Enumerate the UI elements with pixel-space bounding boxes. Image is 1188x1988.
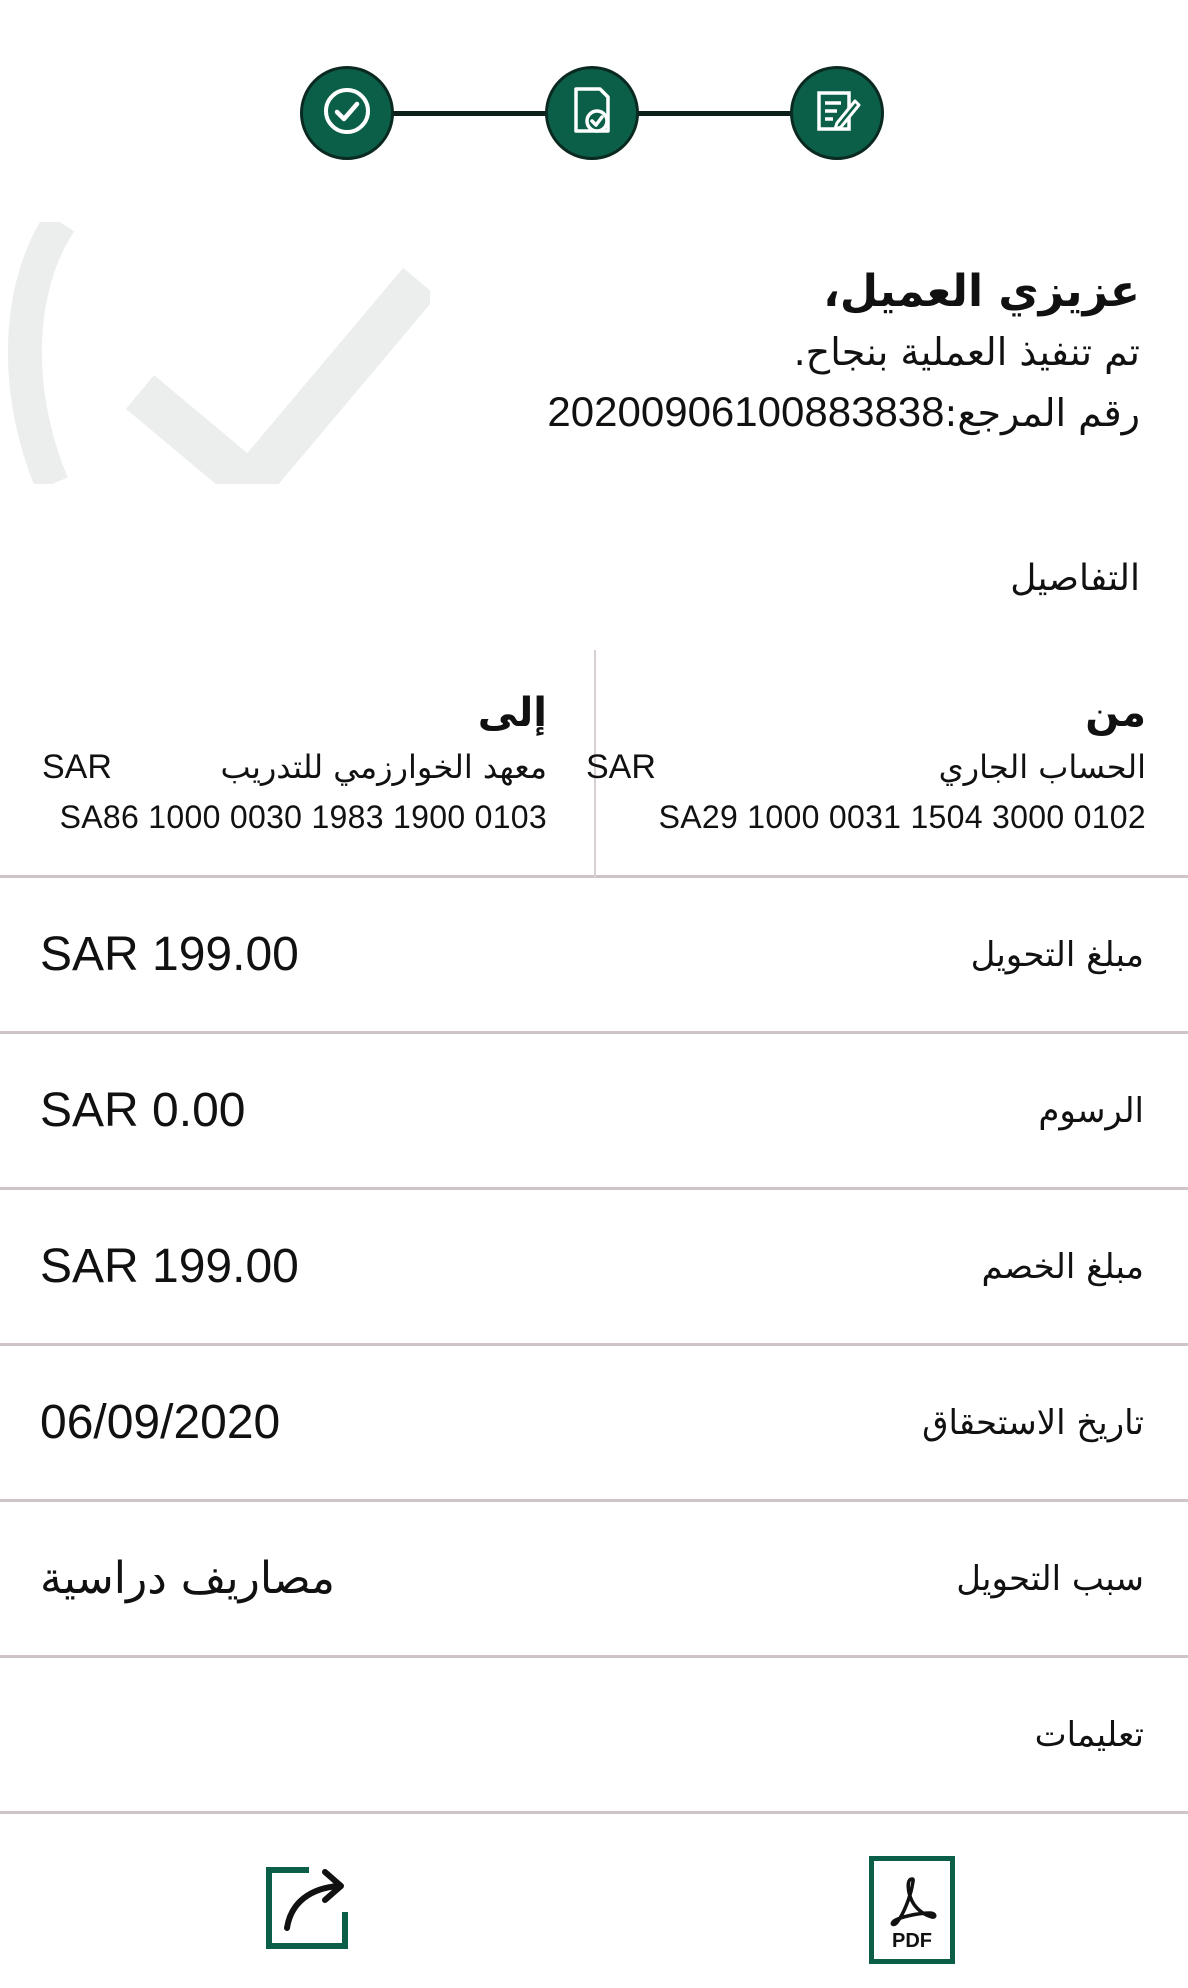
download-pdf-button[interactable] — [857, 1850, 967, 1970]
success-watermark-icon — [0, 222, 430, 484]
transfer-reason-label: سبب التحويل — [956, 1558, 1144, 1599]
reference-value: 20200906100883838 — [547, 388, 945, 435]
greeting-title: عزيزي العميل، — [823, 266, 1140, 317]
confirmation-message — [460, 262, 1140, 443]
to-account-row — [42, 742, 547, 792]
bottom-actions — [0, 1850, 1188, 1970]
edit-form-icon — [811, 85, 863, 141]
from-iban: SA29 1000 0031 1504 3000 0102 — [658, 799, 1146, 835]
debit-amount-row — [0, 1190, 1188, 1346]
debit-amount-value: SAR 199.00 — [40, 1240, 299, 1293]
from-account — [586, 684, 1146, 874]
fees-label: الرسوم — [1038, 1090, 1144, 1131]
share-icon — [261, 1860, 361, 1960]
from-account-name: الحساب الجاري — [938, 748, 1146, 786]
success-message: تم تنفيذ العملية بنجاح. — [793, 330, 1140, 374]
check-circle-icon — [321, 85, 373, 141]
acrobat-icon — [886, 1875, 938, 1927]
transfer-amount-value: SAR 199.00 — [40, 928, 299, 981]
reference-number — [460, 382, 1140, 443]
step-completed — [300, 66, 394, 160]
to-iban: SA86 1000 0030 1983 1900 0103 — [59, 799, 547, 835]
fees-value: SAR 0.00 — [40, 1084, 246, 1137]
due-date-value: 06/09/2020 — [40, 1396, 281, 1449]
transfer-reason-value: مصاريف دراسية — [40, 1553, 335, 1604]
pdf-label: PDF — [892, 1930, 932, 1952]
due-date-label: تاريخ الاستحقاق — [922, 1402, 1144, 1443]
transfer-amount-row — [0, 878, 1188, 1034]
document-check-icon — [566, 83, 618, 143]
accounts-section — [0, 650, 1188, 878]
progress-stepper — [300, 66, 884, 160]
to-account-name: معهد الخوارزمي للتدريب — [220, 748, 547, 786]
share-button[interactable] — [256, 1850, 366, 1970]
due-date-row — [0, 1346, 1188, 1502]
transfer-reason-row — [0, 1502, 1188, 1658]
to-account — [42, 684, 547, 874]
instructions-label: تعليمات — [1034, 1714, 1144, 1755]
debit-amount-label: مبلغ الخصم — [981, 1246, 1144, 1287]
transfer-details-list — [0, 878, 1188, 1814]
from-label: من — [1085, 690, 1146, 736]
to-label: إلى — [477, 690, 547, 736]
from-account-row — [586, 742, 1146, 792]
fees-row — [0, 1034, 1188, 1190]
to-currency: SAR — [42, 748, 112, 786]
from-currency: SAR — [586, 748, 656, 786]
step-review — [545, 66, 639, 160]
instructions-row — [0, 1658, 1188, 1814]
transfer-amount-label: مبلغ التحويل — [970, 934, 1144, 975]
details-heading: التفاصيل — [1010, 558, 1140, 599]
pdf-icon — [869, 1856, 955, 1964]
reference-label: رقم المرجع: — [944, 391, 1140, 435]
step-form — [790, 66, 884, 160]
